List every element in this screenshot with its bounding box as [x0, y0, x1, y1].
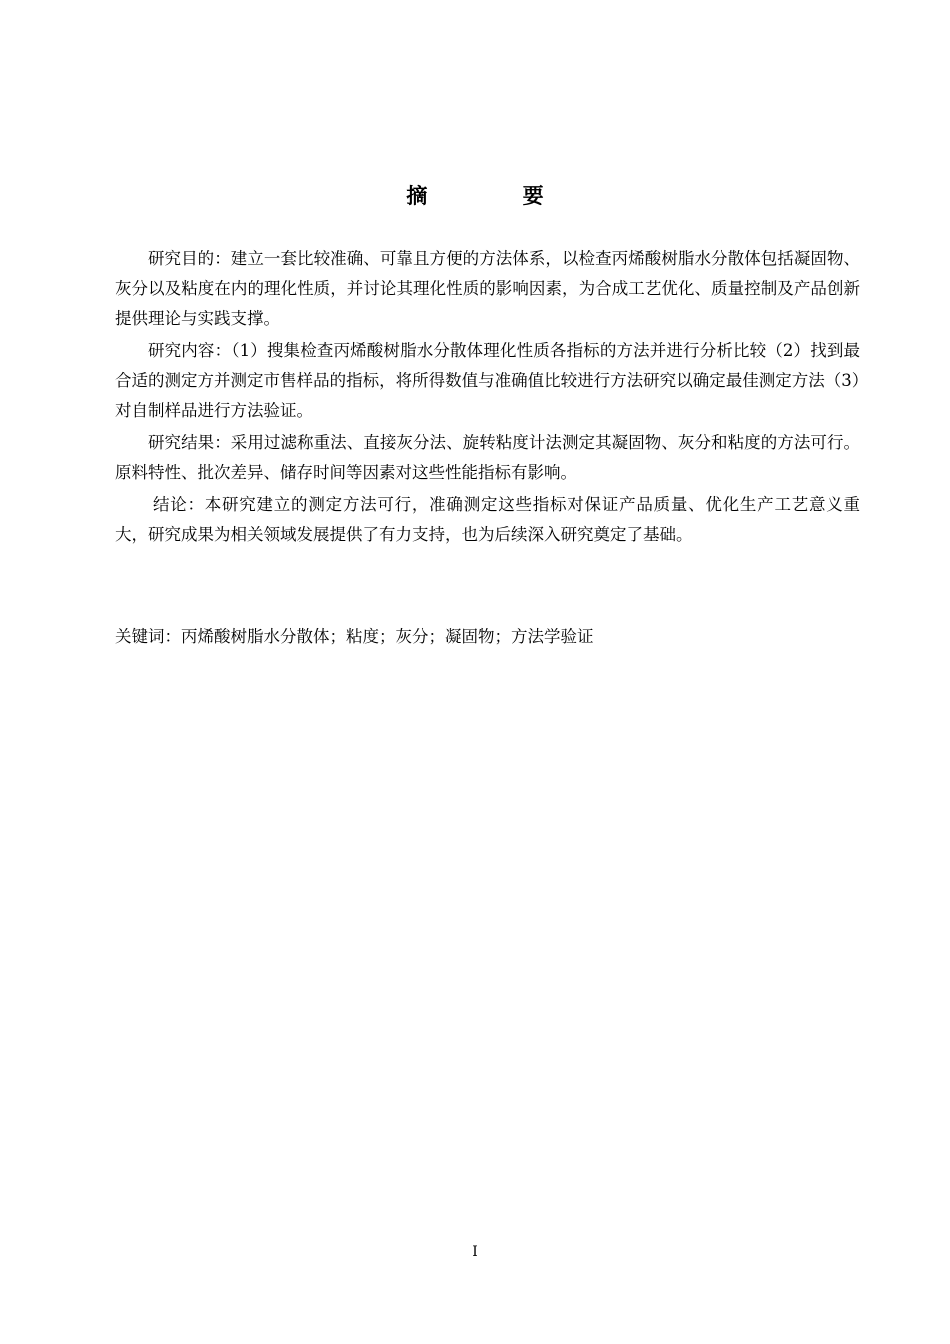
page-number: I [472, 1244, 478, 1260]
keywords-text: 丙烯酸树脂水分散体；粘度；灰分；凝固物；方法学验证 [181, 627, 594, 646]
abstract-body [115, 244, 860, 552]
paragraph-results: 研究结果：采用过滤称重法、直接灰分法、旋转粘度计法测定其凝固物、灰分和粘度的方法可行。原料特性、批次差异、储存时间等因素对这些性能指标有影响。 [115, 433, 860, 482]
paragraph-conclusion: 结论：本研究建立的测定方法可行，准确测定这些指标对保证产品质量、优化生产工艺意义重大，研究成果为相关领域发展提供了有力支持，也为后续深入研究奠定了基础。 [115, 495, 860, 544]
keywords-line [115, 622, 860, 652]
page-title: 摘 要 [406, 184, 588, 208]
paragraph-purpose: 研究目的：建立一套比较准确、可靠且方便的方法体系，以检查丙烯酸树脂水分散体包括凝固物、灰分以及粘度在内的理化性质，并讨论其理化性质的影响因素，为合成工艺优化、质量控制及产品创新提供理论与实践支撑。 [115, 249, 860, 328]
paragraph-content: 研究内容：（1）搜集检查丙烯酸树脂水分散体理化性质各指标的方法并进行分析比较（2）找到最合适的测定方并测定市售样品的指标，将所得数值与准确值比较进行方法研究以确定最佳测定方法（3）对自制样品进行方法验证。 [115, 341, 860, 420]
keywords-label: 关键词： [115, 627, 181, 646]
